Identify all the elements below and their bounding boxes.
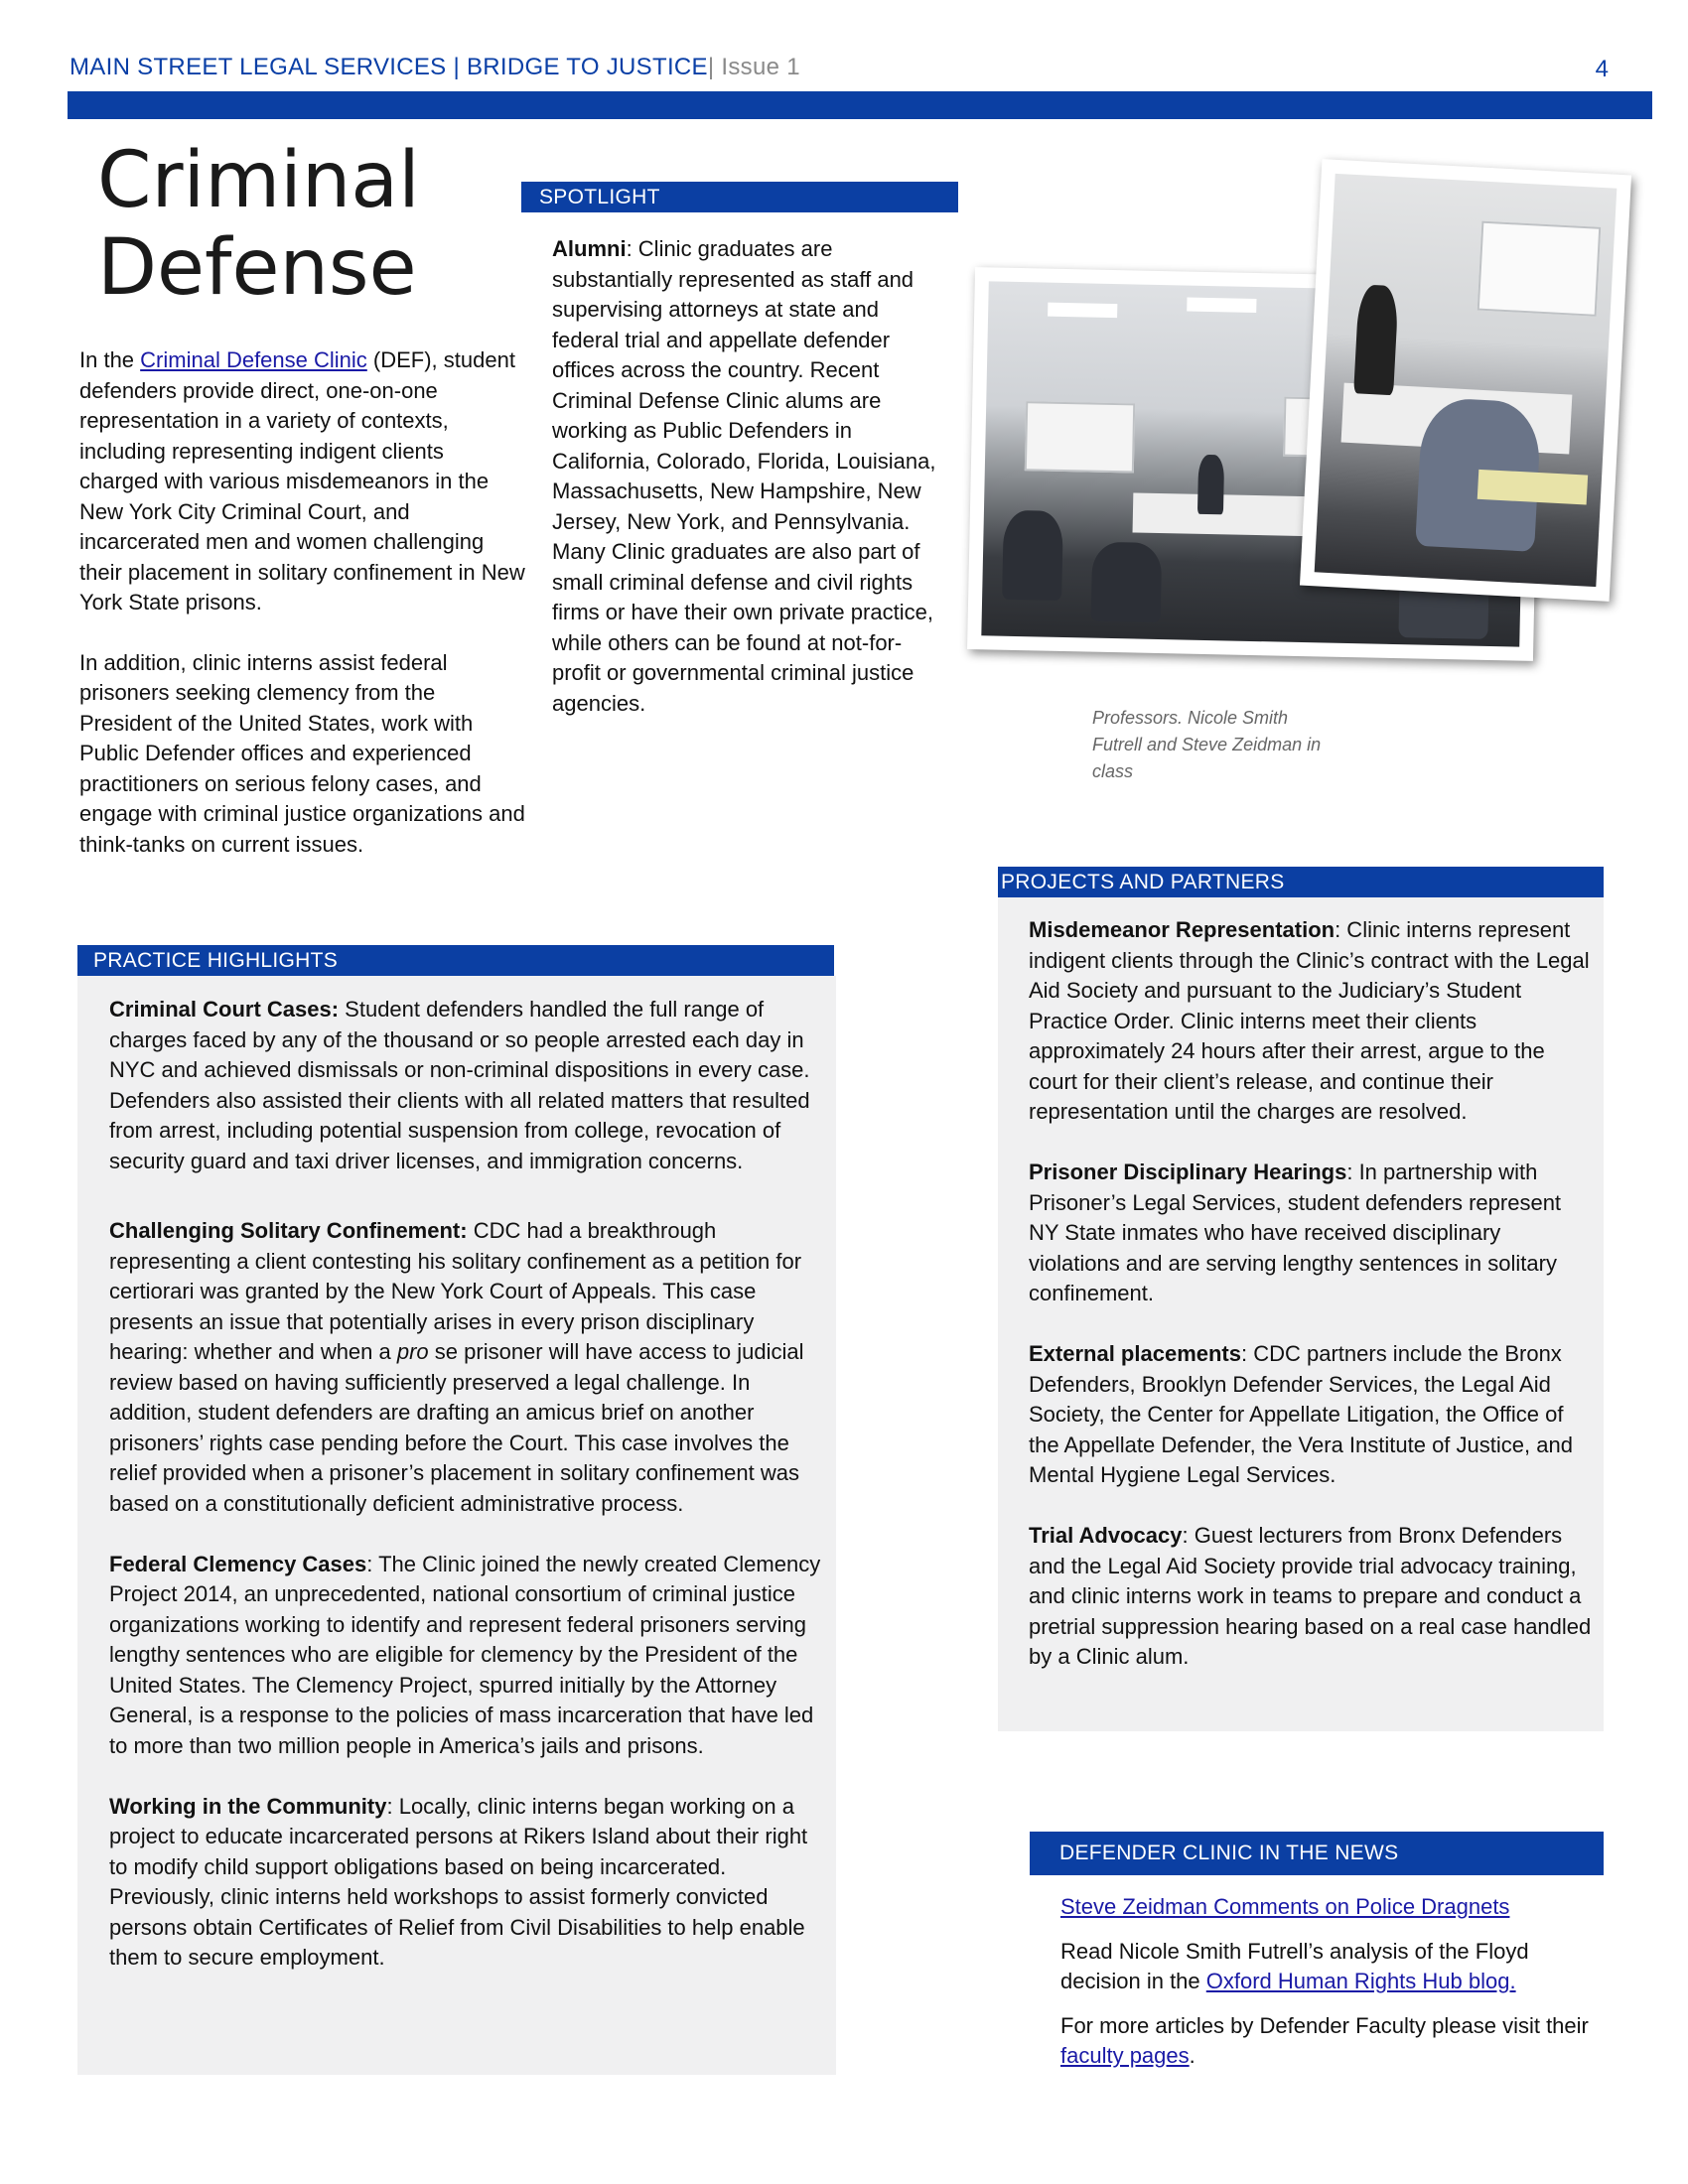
whiteboard — [1025, 401, 1135, 473]
practice-lead: Criminal Court Cases: — [109, 997, 340, 1022]
news-item — [1060, 2011, 1597, 2072]
project-item — [1029, 1339, 1595, 1491]
practice-highlights-header: PRACTICE HIGHLIGHTS — [77, 945, 834, 976]
practice-item — [109, 1216, 824, 1519]
project-lead: Trial Advocacy — [1029, 1523, 1183, 1548]
practice-text: se prisoner will have access to judicial review based on having sufficiently preserved a legal challenge. In addition, student defenders are drafting an amicus brief on another prisoners’ rights case pending before the Court. This case involves the relief provided when a prisoner’s placement in solitary confinement was based on a constitutionally deficient administrative process. — [109, 1339, 804, 1516]
ceiling-light — [1048, 303, 1117, 318]
practice-highlights-body — [109, 995, 824, 2003]
project-lead: External placements — [1029, 1341, 1241, 1366]
newsletter-title — [70, 54, 800, 81]
project-item — [1029, 1158, 1595, 1309]
spotlight-header: SPOTLIGHT — [521, 182, 958, 212]
criminal-defense-clinic-link[interactable]: Criminal Defense Clinic — [140, 347, 367, 372]
student-figure — [1353, 284, 1399, 395]
project-text: : CDC partners include the Bronx Defenders, Brooklyn Defender Services, the Legal Aid Society, the Center for Appellate Litigation, the Office of the Appellate Defender, the Vera Institute of Justice, and Mental Hygiene Legal Services. — [1029, 1341, 1573, 1487]
student-figure — [1091, 542, 1163, 622]
papers — [1477, 470, 1588, 505]
page-number: 4 — [1595, 56, 1609, 82]
project-lead: Prisoner Disciplinary Hearings — [1029, 1160, 1347, 1184]
intro-text-prefix: In the — [79, 347, 141, 372]
practice-text: Student defenders handled the full range of charges faced by any of the thousand or so people arrested each day in NYC and achieved dismissals or non-criminal dispositions in every case. Defenders also assisted their clients with all related matters that resulted from arrest, including potential suspension from college, revocation of security guard and taxi driver licenses, and immigration concerns. — [109, 997, 810, 1173]
news-text: Read Nicole Smith Futrell’s analysis of the Floyd decision in the — [1060, 1938, 1529, 1993]
title-line-2: Defense — [97, 223, 417, 313]
intro-column — [79, 345, 526, 889]
photo-caption: Professors. Nicole Smith Futrell and Steve Zeidman in class — [1092, 708, 1322, 781]
project-item — [1029, 1521, 1595, 1673]
projects-body — [1029, 915, 1595, 1703]
shelving — [1477, 221, 1602, 317]
project-text: : In partnership with Prisoner’s Legal Services, student defenders represent NY State inmates who have received disciplinary violations and are serving lengthy sentences in solitary confinement. — [1029, 1160, 1562, 1305]
news-text: For more articles by Defender Faculty please visit their — [1060, 2012, 1589, 2038]
professor-figure — [1197, 455, 1224, 515]
spotlight-lead: Alumni — [552, 236, 627, 261]
intro-paragraph-1 — [79, 345, 526, 618]
project-item — [1029, 915, 1595, 1128]
news-item — [1060, 1892, 1597, 1923]
news-body — [1060, 1892, 1597, 2086]
police-dragnets-link[interactable]: Steve Zeidman Comments on Police Dragnets — [1060, 1894, 1510, 1919]
student-figure — [1002, 510, 1063, 601]
project-lead: Misdemeanor Representation — [1029, 917, 1336, 942]
projects-header: PROJECTS AND PARTNERS — [998, 867, 1604, 897]
classroom-photo-image-2 — [1315, 174, 1618, 587]
practice-text: CDC had a breakthrough representing a client contesting his solitary confinement as a petition for certiorari was granted by the New York Court of Appeals. This case presents an issue that potentially arises in every prison disciplinary hearing: whether and when a — [109, 1218, 802, 1364]
practice-lead: Challenging Solitary Confinement: — [109, 1218, 468, 1243]
practice-italic-term: pro — [396, 1339, 429, 1364]
header-bar — [68, 91, 1652, 119]
title-line-1: Criminal — [97, 136, 420, 225]
practice-item — [109, 1792, 824, 1974]
practice-lead: Working in the Community — [109, 1793, 387, 1819]
practice-text: : The Clinic joined the newly created Clemency Project 2014, an unprecedented, national consortium of criminal justice organizations working to identify and represent federal prisoners serving lengthy sentences who are eligible for clemency by the President of the United States. The Clemency Project, spurred initially by the Attorney General, is a response to the policies of mass incarceration that have led to more than two million people in America’s jails and prisons. — [109, 1551, 821, 1758]
page-header — [70, 50, 1609, 89]
practice-item — [109, 995, 824, 1176]
spotlight-paragraph — [552, 234, 939, 719]
news-text: . — [1189, 2043, 1196, 2068]
practice-item — [109, 1550, 824, 1762]
intro-text-rest: (DEF), student defenders provide direct, one-on-one representation in a variety of contexts, including representing indigent clients charged with various misdemeanors in the New York City Criminal Court, and incarcerated men and women challenging their placement in solitary confinement in New York State prisons. — [79, 347, 525, 614]
practice-text: : Locally, clinic interns began working on a project to educate incarcerated persons at Rikers Island about their right to modify child support obligations based on being incarcerated. Previously, clinic interns held workshops to assist formerly convicted persons obtain Certificates of Relief from Civil Disabilities to help enable them to secure employment. — [109, 1793, 808, 1970]
faculty-pages-link[interactable]: faculty pages — [1060, 2043, 1190, 2068]
project-text: : Clinic interns represent indigent clients through the Clinic’s contract with the Legal Aid Society and pursuant to the Judiciary’s Student Practice Order. Clinic interns meet their clients approximately 24 hours after their arrest, argue to the court for their client’s release, and continue their representation until the charges are resolved. — [1029, 917, 1590, 1124]
ceiling-light — [1187, 298, 1256, 313]
page-title — [97, 137, 420, 312]
spotlight-body — [552, 234, 939, 719]
classroom-photo-tall — [1300, 159, 1631, 602]
intro-paragraph-2: In addition, clinic interns assist federal prisoners seeking clemency from the President of the United States, work with Public Defender offices and experienced practitioners on serious felony cases, and engage with criminal justice organizations and think-tanks on current issues. — [79, 649, 525, 857]
issue-label: | Issue 1 — [707, 54, 800, 80]
oxford-human-rights-hub-link[interactable]: Oxford Human Rights Hub blog. — [1205, 1969, 1516, 1993]
practice-lead: Federal Clemency Cases — [109, 1551, 367, 1576]
news-item — [1060, 1937, 1597, 1997]
project-text: : Guest lecturers from Bronx Defenders and the Legal Aid Society provide trial advocacy training, and clinic interns work in teams to prepare and conduct a pretrial suppression hearing based on a real case handled by a Clinic alum. — [1029, 1523, 1592, 1669]
newsletter-name: MAIN STREET LEGAL SERVICES | BRIDGE TO JUSTICE — [70, 54, 708, 80]
spotlight-text: : Clinic graduates are substantially represented as staff and supervising attorneys at state and federal trial and appellate defender offices across the country. Recent Criminal Defense Clinic alums are working as Public Defenders in California, Colorado, Florida, Louisiana, Massachusetts, New Hampshire, New Jersey, New York, and Pennsylvania. Many Clinic graduates are also part of small criminal defense and civil rights firms or have their own private practice, while others can be found at not-for-profit or governmental criminal justice agencies. — [552, 236, 936, 716]
news-header: DEFENDER CLINIC IN THE NEWS — [1030, 1832, 1604, 1875]
